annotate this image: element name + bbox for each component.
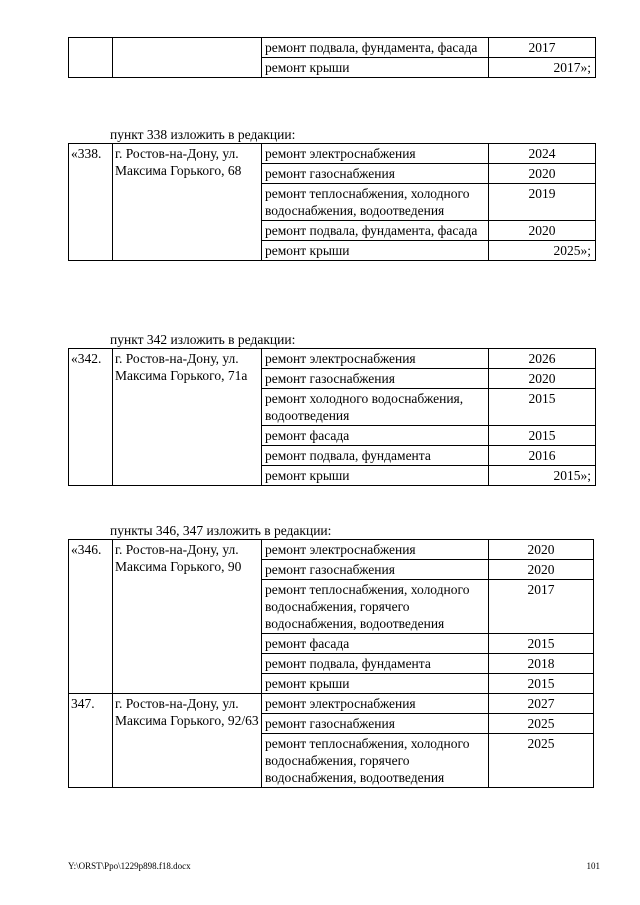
item-number: «342. (69, 349, 113, 486)
year-cell: 2015 (489, 389, 596, 426)
work-cell: ремонт крыши (262, 466, 489, 486)
year-cell: 2018 (489, 654, 594, 674)
table-338 (68, 143, 596, 261)
item-number: «346. (69, 540, 113, 694)
year-cell: 2019 (489, 184, 596, 221)
table-342 (68, 348, 596, 486)
year-cell: 2015 (489, 426, 596, 446)
year-cell: 2015 (489, 674, 594, 694)
table-row (69, 144, 596, 164)
work-cell: ремонт электроснабжения (262, 540, 489, 560)
footer-file-path: Y:\ORST\Ppo\1229p898.f18.docx (68, 861, 191, 871)
year-cell: 2015 (489, 634, 594, 654)
year-cell: 2020 (489, 540, 594, 560)
year-cell: 2026 (489, 349, 596, 369)
table-row (69, 349, 596, 369)
top-table (68, 37, 596, 78)
work-cell: ремонт подвала, фундамента (262, 446, 489, 466)
year-cell: 2024 (489, 144, 596, 164)
work-cell: ремонт теплоснабжения, холодного водоснабжения, горячего водоснабжения, водоотведения (262, 734, 489, 788)
year-cell: 2017»; (489, 58, 596, 78)
address-cell: г. Ростов-на-Дону, ул. Максима Горького, 68 (113, 144, 262, 261)
year-cell: 2027 (489, 694, 594, 714)
num-cell (69, 38, 113, 78)
work-cell: ремонт теплоснабжения, холодного водоснабжения, горячего водоснабжения, водоотведения (262, 580, 489, 634)
year-cell: 2025 (489, 734, 594, 788)
section-heading: пункт 338 изложить в редакции: (110, 127, 296, 142)
work-cell: ремонт холодного водоснабжения, водоотведения (262, 389, 489, 426)
address-cell: г. Ростов-на-Дону, ул. Максима Горького, 92/63 (113, 694, 262, 788)
year-cell: 2020 (489, 369, 596, 389)
work-cell: ремонт подвала, фундамента, фасада (262, 38, 489, 58)
year-cell: 2017 (489, 38, 596, 58)
year-cell: 2020 (489, 221, 596, 241)
work-cell: ремонт крыши (262, 674, 489, 694)
work-cell: ремонт электроснабжения (262, 144, 489, 164)
year-cell: 2016 (489, 446, 596, 466)
year-cell: 2025 (489, 714, 594, 734)
work-cell: ремонт теплоснабжения, холодного водоснабжения, водоотведения (262, 184, 489, 221)
address-cell (113, 38, 262, 78)
year-cell: 2017 (489, 580, 594, 634)
page-number: 101 (586, 861, 600, 871)
work-cell: ремонт подвала, фундамента, фасада (262, 221, 489, 241)
table-row (69, 540, 594, 560)
work-cell: ремонт фасада (262, 634, 489, 654)
work-cell: ремонт фасада (262, 426, 489, 446)
work-cell: ремонт подвала, фундамента (262, 654, 489, 674)
address-cell: г. Ростов-на-Дону, ул. Максима Горького, 71а (113, 349, 262, 486)
work-cell: ремонт газоснабжения (262, 560, 489, 580)
year-cell: 2025»; (489, 241, 596, 261)
item-number: «338. (69, 144, 113, 261)
work-cell: ремонт крыши (262, 58, 489, 78)
work-cell: ремонт электроснабжения (262, 349, 489, 369)
work-cell: ремонт газоснабжения (262, 369, 489, 389)
work-cell: ремонт крыши (262, 241, 489, 261)
table-row (69, 694, 594, 714)
year-cell: 2020 (489, 560, 594, 580)
year-cell: 2020 (489, 164, 596, 184)
table-346-347 (68, 539, 594, 788)
year-cell: 2015»; (489, 466, 596, 486)
work-cell: ремонт электроснабжения (262, 694, 489, 714)
work-cell: ремонт газоснабжения (262, 164, 489, 184)
item-number: 347. (69, 694, 113, 788)
address-cell: г. Ростов-на-Дону, ул. Максима Горького, 90 (113, 540, 262, 694)
section-heading: пункт 342 изложить в редакции: (110, 332, 296, 347)
work-cell: ремонт газоснабжения (262, 714, 489, 734)
section-heading: пункты 346, 347 изложить в редакции: (110, 523, 332, 538)
table-row (69, 38, 596, 58)
